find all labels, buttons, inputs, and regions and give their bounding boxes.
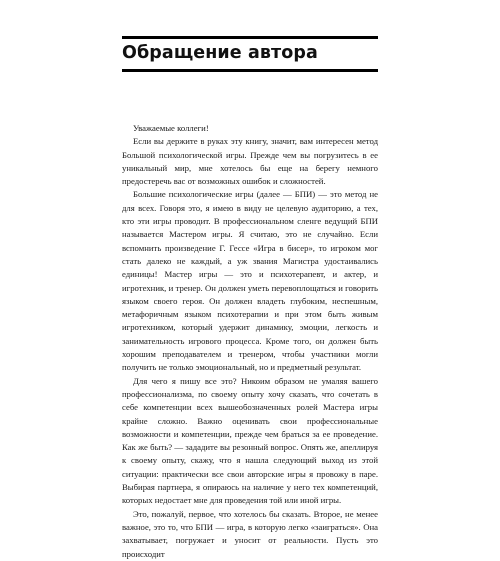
body-text [122, 122, 378, 561]
paragraph: Если вы держите в руках эту книгу, значит, вам интересен метод Большой психологической игры. Прежде чем вы погрузитесь в ее уникальный мир, мне хотелось бы еще на берегу немного предостеречь вас от возможных ошибок и сложностей. [122, 136, 378, 187]
paragraph: Большие психологические игры (далее — БПИ) — это метод не для всех. Говоря это, я имею в виду не целевую аудиторию, а тех, кто эти игры проводит. В профессиональном сленге ведущий БПИ называется Мастером игры. Я считаю, это не случайно. Если вспомнить произведение Г. Гессе «Игра в бисер», то игроком мог стать далеко не каждый, а уж звания Магистра удостаивались единицы! Мастер игры — это и психотерапевт, и актер, и игротехник, и тренер. Он должен уметь перевоплощаться и говорить языком своего героя. Он должен владеть глубоким, неспешным, метафоричным языком психотерапии и при этом быть живым игротехником, который удержит динамику, эмоции, легкость и занимательность игрового процесса. Кроме того, он должен быть хорошим преподавателем и тренером, чтобы участники могли получить не только эмоциональный, но и предметный результат. [122, 189, 378, 373]
page-title: Обращение автора [122, 43, 318, 63]
greeting: Уважаемые коллеги! [133, 123, 209, 133]
paragraph: Это, пожалуй, первое, что хотелось бы сказать. Второе, не менее важное, это то, что БПИ — игра, в которую легко «заиграться». Она захватывает, погружает и уносит от реальности. Пусть это происходит [122, 508, 378, 559]
paragraph: Для чего я пишу все это? Никоим образом не умаляя вашего профессионализма, по своему опыту хочу сказать, что сочетать в себе компетенции всех вышеобозначенных ролей Мастера игры крайне сложно. Важно оценивать свои профессиональные возможности и компетенции, прежде чем браться за ее проведение. Как же быть? — зададите вы резонный вопрос. Опять же, апеллируя к своему опыту, скажу, что я нашла следующий выход из этой ситуации: практически все свои авторские игры я провожу в паре. Выбирая партнера, я опираюсь на наличие у него тех компетенций, которых недостает мне для проведения той или иной игры. [122, 375, 378, 506]
